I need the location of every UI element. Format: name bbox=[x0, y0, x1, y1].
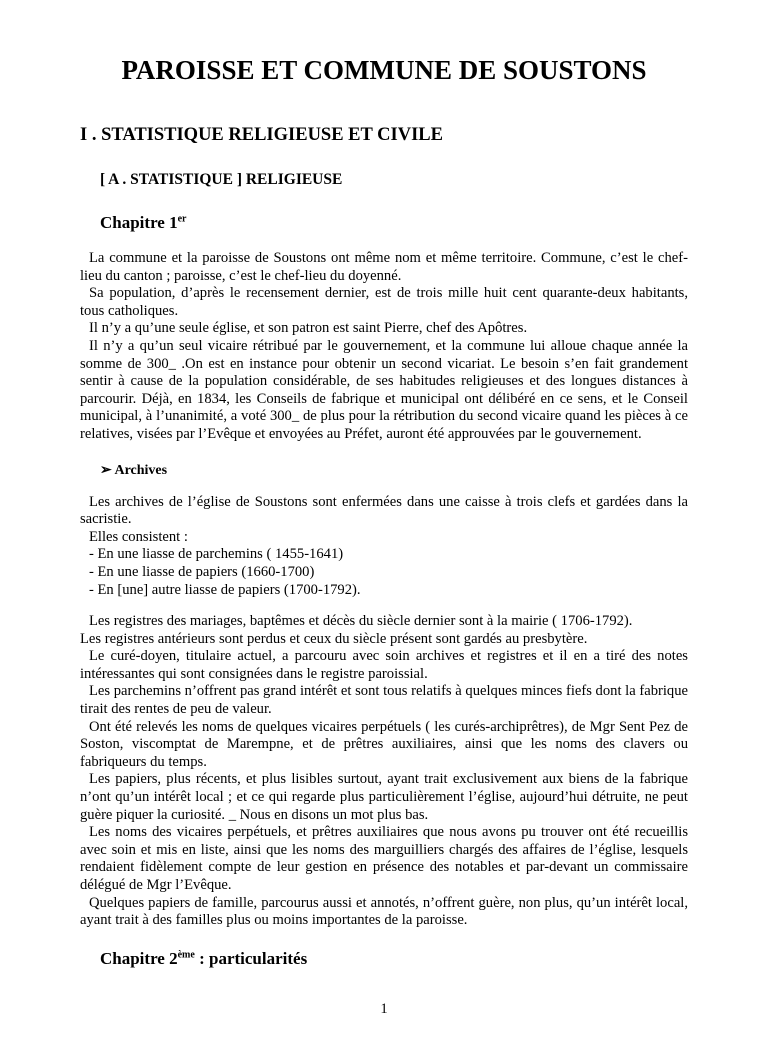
chapter-label: Chapitre 1 bbox=[100, 213, 178, 232]
chapter-label: Chapitre 2 bbox=[100, 948, 178, 968]
archives-body bbox=[80, 494, 688, 600]
arrow-bullet-icon: ➢ bbox=[100, 462, 112, 478]
paragraph: Le curé-doyen, titulaire actuel, a parcouru avec soin archives et registres et il en a tiré des notes intéressantes qui sont consignées dans le registre paroissial. bbox=[80, 648, 688, 682]
archives-heading bbox=[100, 462, 688, 480]
paragraph: Il n’y a qu’un seul vicaire rétribué par le gouvernement, et la commune lui alloue chaque année la somme de 300_ .On est en instance pour obtenir un second vicariat. Le besoin s’en fait grandement sentir à cause de la population considérable, de ses habitudes religieuses et des longues distances à parcourir. Déjà, en 1834, les Conseils de fabrique et municipal ont délibéré en ce sens, et le Conseil municipal, à l’unanimité, a voté 300_ de plus pour la rétribution du second vicaire quand les pièces à ce relatives, visées par l’Evêque et envoyées au Préfet, auront été approuvées par le gouvernement. bbox=[80, 337, 688, 442]
chapter-1-heading bbox=[100, 212, 688, 234]
paragraph: Les registres des mariages, baptêmes et décès du siècle dernier sont à la mairie ( 1706-1792). bbox=[89, 613, 633, 630]
paragraph: Il n’y a qu’une seule église, et son patron est saint Pierre, chef des Apôtres. bbox=[89, 320, 528, 337]
page-number: 1 bbox=[380, 1000, 388, 1017]
chapter-2-heading bbox=[100, 948, 688, 970]
paragraph: Elles consistent : bbox=[89, 528, 188, 545]
archives-list bbox=[80, 546, 688, 599]
paragraph: Les papiers, plus récents, et plus lisibles surtout, ayant trait exclusivement aux biens de la fabrique n’ont qu’un intérêt local ; et ce qui regarde plus particulièrement l’église, aujourd’hui détruite, ne peut guère piquer la curiosité. _ Nous en disons un mot plus bas. bbox=[80, 771, 688, 823]
paragraph: Les archives de l’église de Soustons sont enfermées dans une caisse à trois clefs et gardées dans la sacristie. bbox=[80, 493, 688, 528]
paragraph: La commune et la paroisse de Soustons ont même nom et même territoire. Commune, c’est le chef-lieu du canton ; paroisse, c’est le chef-lieu du doyenné. bbox=[80, 250, 688, 284]
document-page bbox=[80, 0, 688, 1038]
paragraph: Ont été relevés les noms de quelques vicaires perpétuels ( les curés-archiprêtres), de Mgr Sent Pez de Soston, viscomptat de Marempne, et de prêtres auxiliaires, ainsi que les noms des clavers ou fabriqueurs du temps. bbox=[80, 718, 688, 770]
paragraph: Les parchemins n’offrent pas grand intérêt et sont tous relatifs à quelques minces fiefs dont la fabrique tirait des rentes de peu de valeur. bbox=[80, 683, 688, 718]
paragraph: Quelques papiers de famille, parcourus aussi et annotés, n’offrent guère, non plus, qu’un intérêt local, ayant trait à des familles plus ou moins importantes de la paroisse. bbox=[80, 894, 688, 929]
list-item: - En une liasse de parchemins ( 1455-1641) bbox=[89, 546, 344, 563]
archives-label: Archives bbox=[114, 462, 168, 478]
paragraph: Les registres antérieurs sont perdus et ceux du siècle présent sont gardés au presbytère. bbox=[80, 630, 588, 647]
paragraph: Sa population, d’après le recensement dernier, est de trois mille huit cent quarante-deux habitants, tous catholiques. bbox=[80, 285, 688, 319]
document-title: PAROISSE ET COMMUNE DE SOUSTONS bbox=[121, 55, 647, 85]
subsection-heading: [ A . STATISTIQUE ] RELIGIEUSE bbox=[100, 171, 343, 188]
list-item: - En [une] autre liasse de papiers (1700-1792). bbox=[89, 581, 361, 598]
chapter-1-body bbox=[80, 250, 688, 444]
section-heading: I . STATISTIQUE RELIGIEUSE ET CIVILE bbox=[80, 125, 443, 145]
archives-details bbox=[80, 613, 688, 930]
chapter-sup: er bbox=[177, 213, 187, 225]
list-item: - En une liasse de papiers (1660-1700) bbox=[89, 563, 315, 580]
chapter-sup: ème bbox=[177, 949, 195, 961]
paragraph: Les noms des vicaires perpétuels, et prêtres auxiliaires que nous avons pu trouver ont été recueillis avec soin et mis en liste, ainsi que les noms des marguilliers chargés des affaires de l’église, lesquels rendaient fidèlement compte de leur gestion en présence des notables et par-devant un commissaire délégué de Mgr l’Evêque. bbox=[80, 824, 688, 893]
chapter-title: : particularités bbox=[194, 948, 308, 968]
